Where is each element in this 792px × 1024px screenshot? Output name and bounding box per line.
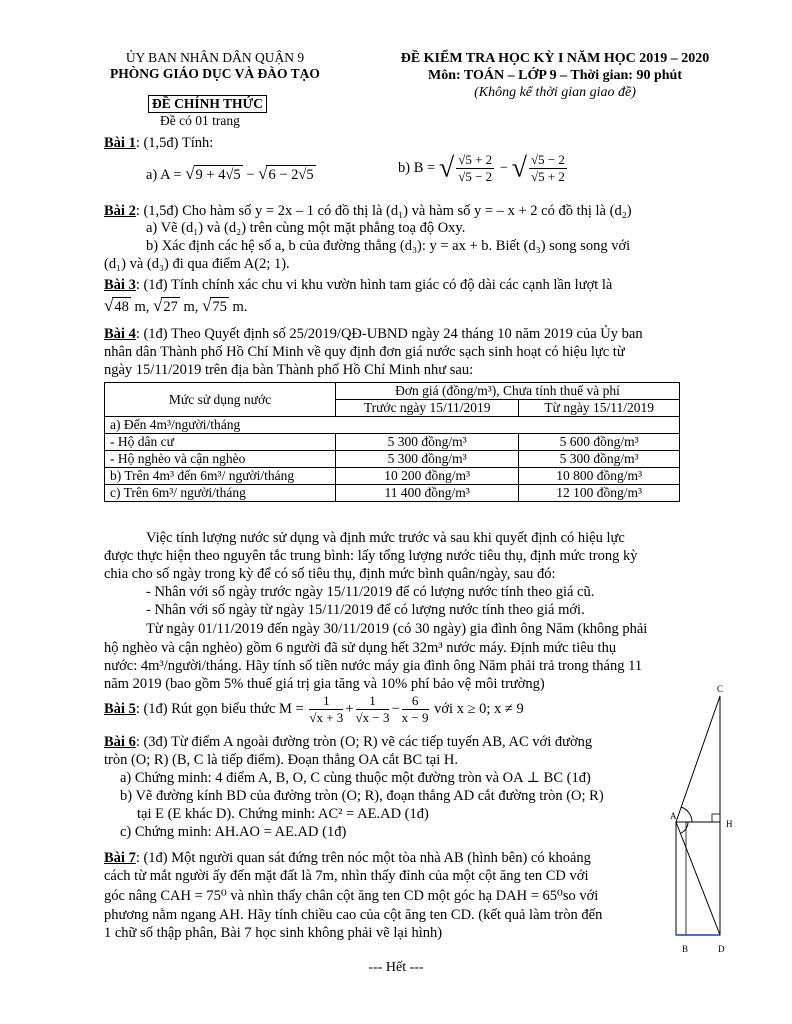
line-ac	[676, 696, 720, 822]
bai4-p5: - Nhân với số ngày từ ngày 15/11/2019 để có lượng nước tính theo giá mới.	[146, 602, 585, 618]
table-header-before: Trước ngày 15/11/2019	[336, 400, 519, 417]
building-antenna-figure	[670, 682, 790, 962]
header-right	[345, 50, 765, 101]
bai7-l3: góc nâng CAH = 75⁰ và nhìn thấy chân cột ăng ten CD một góc hạ DAH = 65⁰so với	[104, 888, 599, 904]
bai1-title: Bài 1: (1,5đ) Tính:	[104, 135, 214, 151]
bai7-l1: Bài 7: (1đ) Một người quan sát đứng trên nóc một tòa nhà AB (hình bên) có khoảng	[104, 850, 591, 866]
header-left	[90, 50, 340, 82]
exam-subject: Môn: TOÁN – LỚP 9 – Thời gian: 90 phút	[428, 68, 682, 83]
bai7-l5: 1 chữ số thập phân, Bài 7 học sinh không phải vẽ lại hình)	[104, 925, 443, 941]
bai6-l6: c) Chứng minh: AH.AO = AE.AD (1đ)	[120, 824, 347, 840]
b-fraction-2: $\frac{√5 - 2}{√5 + 2}$	[530, 152, 565, 184]
bai4-p1: Việc tính lượng nước sử dụng và định mức trước và sau khi quyết định có hiệu lực	[146, 530, 625, 546]
education-office: PHÒNG GIÁO DỤC VÀ ĐÀO TẠO	[110, 66, 320, 81]
bai4-p2: được thực hiện theo nguyên tắc trung bình: lấy tổng lượng nước tiêu thụ, định mức trong kỳ	[104, 548, 638, 564]
bai6-l2: tròn (O; R) (B, C là tiếp điểm). Đoạn thẳng OA cắt BC tại H.	[104, 752, 458, 768]
footer-end: --- Hết ---	[368, 960, 424, 975]
page-count: Đề có 01 trang	[160, 113, 240, 128]
water-price-table	[104, 382, 680, 502]
bai4-l3: ngày 15/11/2019 trên địa bàn Thành phố Hồ Chí Minh như sau:	[104, 362, 474, 378]
bai4-p3: chia cho số ngày trong kỳ để có số tiêu thụ, định mức bình quân/ngày, sau đó:	[104, 566, 556, 582]
bai7-l4: phương nằm ngang AH. Hãy tính chiều cao của cột ăng ten CD. (kết quả làm tròn đến	[104, 907, 603, 923]
table-row: b) Trên 4m³ đến 6m³/ người/tháng 10 200 đồng/m³ 10 800 đồng/m³	[105, 468, 680, 485]
label-c: C	[717, 684, 724, 694]
bai2-l4: (d₁) và (d₃) đi qua điểm A(2; 1).	[104, 256, 290, 272]
bai7-l2: cách từ mắt người ấy đến mặt đất là 7m, nhìn thấy đỉnh của một cột ăng ten CD với	[104, 868, 589, 884]
b-fraction-1: $\frac{√5 + 2}{√5 - 2}$	[458, 152, 493, 184]
label-b: B	[682, 944, 689, 954]
bai5: Bài 5: (1đ) Rút gọn biểu thức M = $\frac{1}{√x + 3}$ + $\frac{1}{√x - 3}$ − $\frac{6}{x - 9}$ với x ≥ 0; x ≠ 9	[104, 693, 524, 725]
bai4-p6: Từ ngày 01/11/2019 đến ngày 30/11/2019 (có 30 ngày) gia đình ông Năm (không phải	[146, 621, 648, 637]
bai6-l3: a) Chứng minh: 4 điểm A, B, O, C cùng thuộc một đường tròn và OA ⊥ BC (1đ)	[120, 770, 591, 786]
bai2-l3: b) Xác định các hệ số a, b của đường thẳng (d₃): y = ax + b. Biết (d₃) song song với	[146, 238, 631, 254]
table-row: - Hộ dân cư 5 300 đồng/m³ 5 600 đồng/m³	[105, 434, 680, 451]
bai4-p8: nước: 4m³/người/tháng. Hãy tính số tiền nước máy gia đình ông Năm phải trả trong tháng 11	[104, 658, 643, 674]
bai2-l2: a) Vẽ (d₁) và (d₂) trên cùng một mặt phẳng toạ độ Oxy.	[146, 220, 466, 236]
line-ad	[676, 822, 720, 935]
angle-cah	[681, 807, 692, 822]
exam-note: (Không kể thời gian giao đề)	[474, 85, 636, 100]
table-header-after: Từ ngày 15/11/2019	[519, 400, 680, 417]
bai3-l1: Bài 3: (1đ) Tính chính xác chu vi khu vườn hình tam giác có độ dài các cạnh lần lượt là	[104, 277, 613, 293]
right-angle-mark	[712, 814, 720, 822]
table-row: a) Đến 4m³/người/tháng	[105, 417, 680, 434]
bai6-l4: b) Vẽ đường kính BD của đường tròn (O; R), đoạn thẳng AD cắt đường tròn (O; R)	[120, 788, 604, 804]
label-a: A	[670, 811, 677, 821]
exam-title: ĐỀ KIỂM TRA HỌC KỲ I NĂM HỌC 2019 – 2020	[400, 51, 710, 66]
bai3-l2: √48 m, √27 m, √75 m.	[104, 296, 248, 315]
official-badge: ĐỀ CHÍNH THỨC	[148, 95, 267, 113]
bai4-p9: năm 2019 (bao gồm 5% thuế giá trị gia tăng và 10% phí bảo vệ môi trường)	[104, 676, 545, 692]
bai1-a: a) A = √9 + 4√5 − √6 − 2√5	[146, 164, 314, 183]
district-committee: ỦY BAN NHÂN DÂN QUẬN 9	[125, 50, 305, 65]
label-h: H	[726, 819, 733, 829]
table-header-price: Đơn giá (đồng/m³), Chưa tính thuế và phí	[336, 383, 680, 400]
table-row: - Hộ nghèo và cận nghèo 5 300 đồng/m³ 5 300 đồng/m³	[105, 451, 680, 468]
label-d: D	[718, 944, 725, 954]
angle-dah	[681, 822, 688, 833]
bai6-l5: tại E (E khác D). Chứng minh: AC² = AE.AD (1đ)	[137, 806, 429, 822]
table-row: c) Trên 6m³/ người/tháng 11 400 đồng/m³ 12 100 đồng/m³	[105, 485, 680, 502]
bai4-p4: - Nhân với số ngày trước ngày 15/11/2019 để có lượng nước tính theo giá cũ.	[146, 584, 595, 600]
bai1-b: b) B = √ $\frac{√5 + 2}{√5 - 2}$ − √ $\frac{√5 - 2}{√5 + 2}$	[398, 152, 565, 184]
bai4-l2: nhân dân Thành phố Hồ Chí Minh về quy định đơn giá nước sạch sinh hoạt có hiệu lực từ	[104, 344, 625, 360]
bai2-l1: Bài 2: (1,5đ) Cho hàm số y = 2x – 1 có đồ thị là (d₁) và hàm số y = – x + 2 có đồ thị là (d₂)	[104, 203, 632, 219]
bai4-l1: Bài 4: (1đ) Theo Quyết định số 25/2019/QĐ-UBND ngày 24 tháng 10 năm 2019 của Ủy ban	[104, 326, 643, 342]
bai4-p7: hộ nghèo và cận nghèo) gồm 6 người đã sử dụng hết 32m³ nước máy. Định mức tiêu thụ	[104, 640, 617, 656]
table-header-level: Mức sử dụng nước	[105, 383, 336, 417]
bai6-l1: Bài 6: (3đ) Từ điểm A ngoài đường tròn (O; R) vẽ các tiếp tuyến AB, AC với đường	[104, 734, 593, 750]
